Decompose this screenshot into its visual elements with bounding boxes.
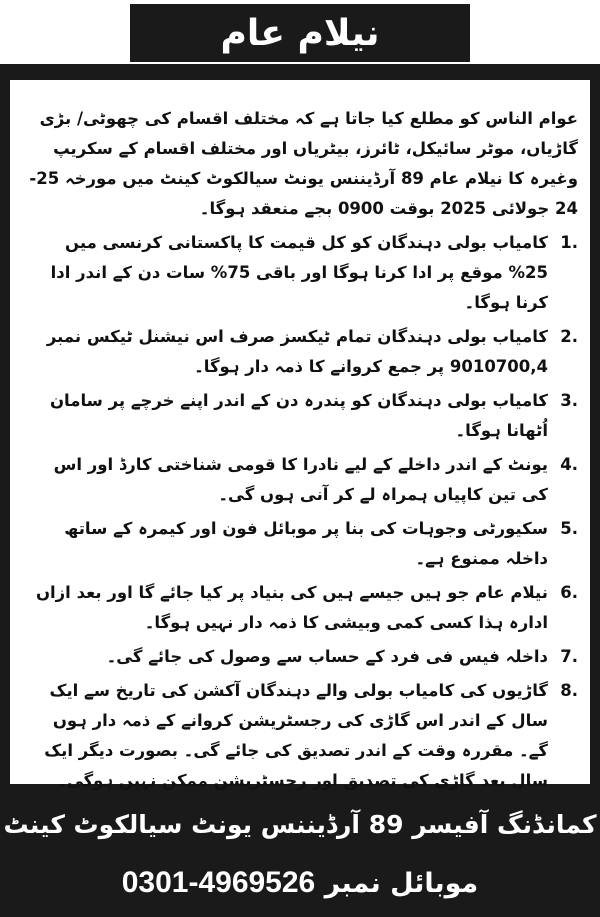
item-number: 5.	[560, 519, 578, 538]
item-text: سکیورٹی وجوہات کی بنا پر موبائل فون اور کیمرہ کے ساتھ داخلہ ممنوع ہے۔	[64, 519, 548, 568]
list-item	[24, 514, 578, 574]
item-number: 8.	[560, 681, 578, 700]
list-item	[24, 642, 578, 672]
notice-text	[24, 104, 578, 800]
list-item	[24, 386, 578, 446]
intro-paragraph: عوام الناس کو مطلع کیا جاتا ہے کہ مختلف اقسام کی چھوٹی/ بڑی گاڑیاں، موٹر سائیکل، ٹائرز، بیٹریاں اور مختلف اقسام کے سکریپ وغیرہ کا نیلام عام 89 آرڈیننس یونٹ سیالکوٹ کینٹ میں مورخہ 25-24 جولائی 2025 بوقت 0900 بجے منعقد ہوگا۔	[29, 109, 578, 218]
footer	[0, 790, 600, 917]
header	[0, 0, 600, 64]
item-number: 7.	[560, 647, 578, 666]
list-item	[24, 322, 578, 382]
item-number: 2.	[560, 327, 578, 346]
item-text: کامیاب بولی دہندگان کو پندرہ دن کے اندر اپنے خرچے پر سامان اُٹھانا ہوگا۔	[49, 391, 548, 440]
list-item	[24, 450, 578, 510]
mobile-number: 0301-4969526	[121, 866, 316, 899]
item-number: 4.	[560, 455, 578, 474]
page-title: نیلام عام	[130, 4, 470, 62]
list-item	[24, 676, 578, 796]
item-text: کامیاب بولی دہندگان کو کل قیمت کا پاکستانی کرنسی میں 25% موقع پر ادا کرنا ہوگا اور باقی 75% سات دن کے اندر ادا کرنا ہوگا۔	[50, 233, 548, 312]
item-number: 3.	[560, 391, 578, 410]
item-text: داخلہ فیس فی فرد کے حساب سے وصول کی جائے گی۔	[106, 647, 548, 666]
notice-frame	[0, 62, 600, 790]
item-text: نیلام عام جو ہیں جیسے ہیں کی بنیاد پر کیا جائے گا اور بعد ازاں ادارہ ہذا کسی کمی وبیشی کا ذمہ دار نہیں ہوگا۔	[35, 583, 548, 632]
item-text: یونٹ کے اندر داخلے کے لیے نادرا کا قومی شناختی کارڈ اور اس کی تین کاپیاں ہمراہ لے کر آنی ہوں گی۔	[53, 455, 548, 504]
notice-body	[10, 80, 590, 790]
item-number: 6.	[560, 583, 578, 602]
item-text: کامیاب بولی دہندگان تمام ٹیکسز صرف اس نیشنل ٹیکس نمبر 9010700,4 پر جمع کروانے کا ذمہ دار ہوگا۔	[46, 327, 548, 376]
mobile-label: موبائل نمبر	[324, 868, 479, 899]
contact-line	[0, 866, 600, 900]
list-item	[24, 228, 578, 318]
signatory: کمانڈنگ آفیسر 89 آرڈیننس یونٹ سیالکوٹ کینٹ	[3, 810, 597, 839]
item-text: گاڑیوں کی کامیاب بولی والے دہندگان آکشن کی تاریخ سے ایک سال کے اندر اس گاڑی کی رجسٹریشن کروانے کے ذمہ دار ہوں گے۔ مقررہ وقت کے اندر تصدیق کی جائے گی۔ بصورت دیگر ایک سال بعد گاڑی کی تصدیق اور رجسٹریشن ممکن نہیں ہوگی۔	[44, 681, 548, 790]
item-number: 1.	[560, 233, 578, 252]
list-item	[24, 578, 578, 638]
